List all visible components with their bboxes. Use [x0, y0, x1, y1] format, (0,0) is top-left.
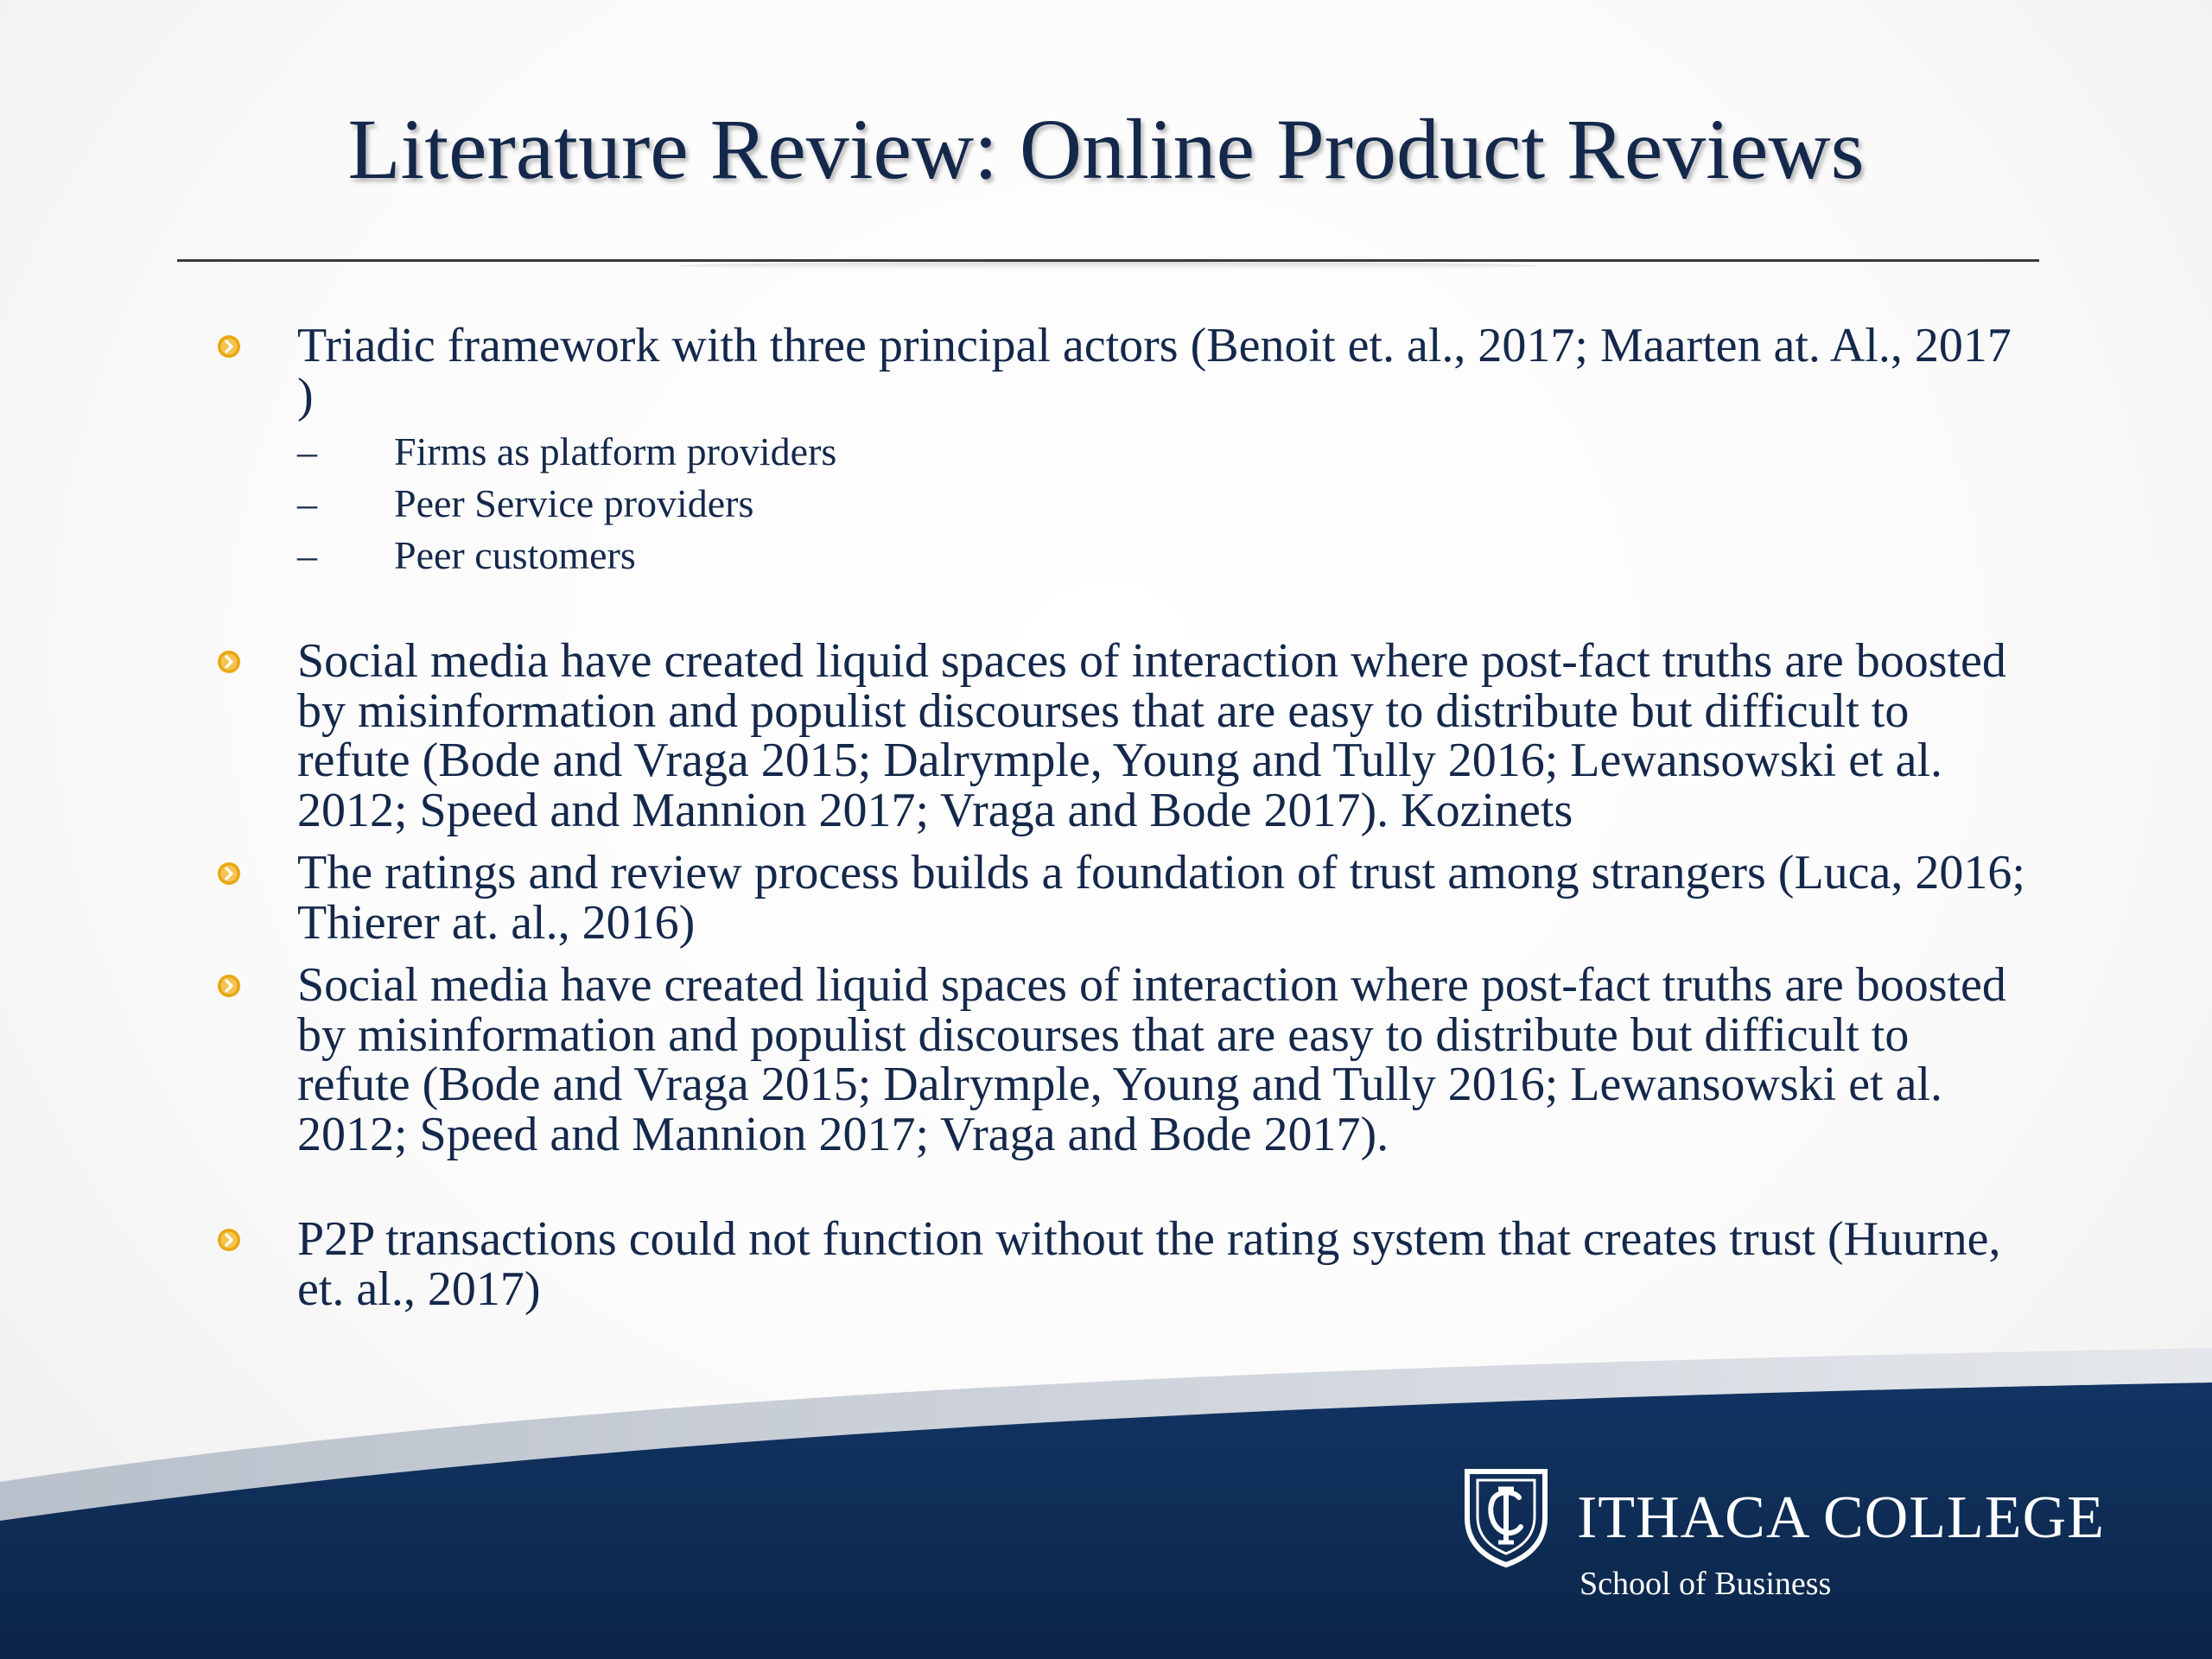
bullet-item: [212, 846, 2026, 950]
bullet-item: [212, 321, 2026, 582]
slide-title: Literature Review: Online Product Reviews: [347, 101, 1865, 197]
ithaca-college-logo: [1460, 1465, 2169, 1611]
spacer: [212, 1160, 2026, 1215]
dash-marker: –: [297, 429, 317, 474]
sub-bullet-text: Firms as platform providers: [394, 429, 837, 474]
bullet-item: [212, 634, 2026, 837]
circled-arrow-icon: [217, 1228, 241, 1252]
sub-bullet-item: [297, 478, 2026, 530]
bullet-text: The ratings and review process builds a foundation of trust among strangers (Luca, 2016; Thierer at. al., 2016): [297, 846, 2025, 950]
circled-arrow-icon: [217, 861, 241, 886]
circled-arrow-icon: [217, 974, 241, 998]
circled-arrow-icon: [217, 334, 241, 359]
circled-arrow-icon: [217, 650, 241, 674]
ithaca-college-shield-icon: [1460, 1465, 1552, 1568]
bullet-text: P2P transactions could not function without the rating system that creates trust (Huurne, et. al., 2017): [297, 1212, 2001, 1316]
bullet-list: [212, 321, 2026, 1314]
sub-bullet-text: Peer Service providers: [394, 481, 754, 525]
bullet-item: [212, 958, 2026, 1161]
sub-bullet-text: Peer customers: [394, 533, 636, 577]
bullet-text: Triadic framework with three principal actors (Benoit et. al., 2017; Maarten at. Al., 2017 ): [297, 319, 2012, 423]
sub-bullet-list: [297, 426, 2026, 582]
dash-marker: –: [297, 533, 317, 577]
bullet-text: Social media have created liquid spaces of interaction where post-fact truths are boosted by misinformation and populist discourses that are easy to distribute but difficult to refute (Bode and Vraga 2015; Dalrymple, Young and Tully 2016; Lewansowski et al. 2012; Speed and Mannion 2017; Vraga and Bode 2017). Kozinets: [297, 634, 2006, 837]
bullet-text: Social media have created liquid spaces of interaction where post-fact truths are boosted by misinformation and populist discourses that are easy to distribute but difficult to refute (Bode and Vraga 2015; Dalrymple, Young and Tully 2016; Lewansowski et al. 2012; Speed and Mannion 2017; Vraga and Bode 2017).: [297, 958, 2006, 1161]
bullet-item: [212, 1212, 2026, 1316]
sub-bullet-item: [297, 426, 2026, 478]
logo-name: ITHACA COLLEGE: [1577, 1484, 2105, 1551]
dash-marker: –: [297, 481, 317, 525]
logo-subtitle: School of Business: [1580, 1566, 1832, 1602]
spacer: [212, 582, 2026, 637]
sub-bullet-item: [297, 530, 2026, 582]
title-divider-shadow: [678, 262, 1538, 270]
